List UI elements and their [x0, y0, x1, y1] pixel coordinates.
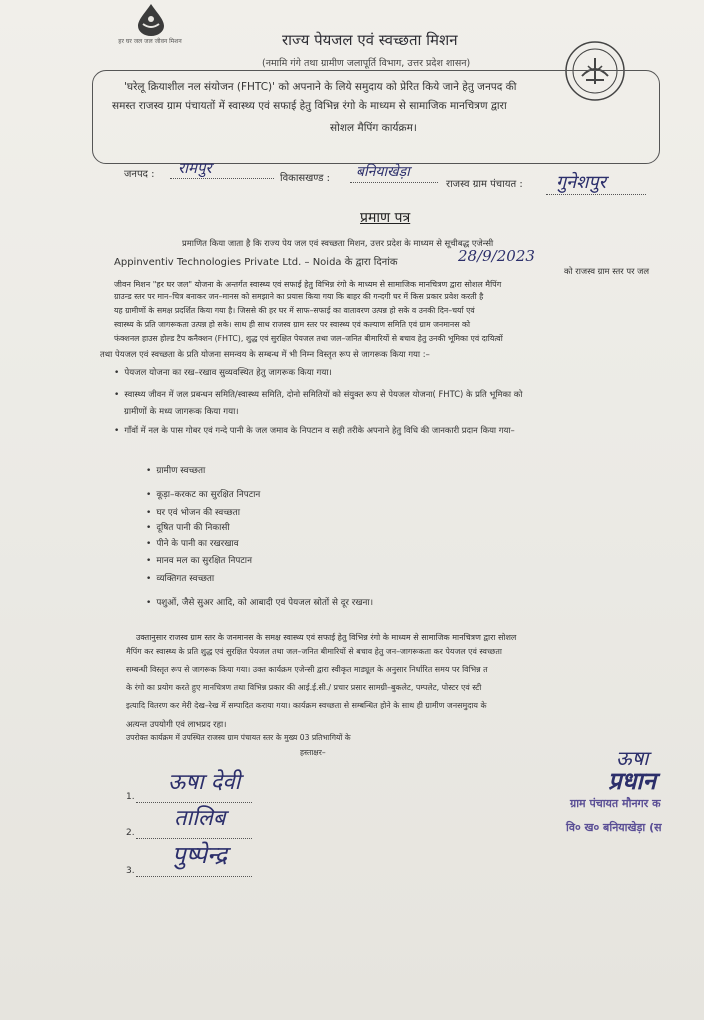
box-line-2: समस्त राजस्व ग्राम पंचायतों में स्वास्थ्य एवं सफाई हेतु विभिन्न रंगो के माध्यम से सामाजिक मानचित्रण द्वारा: [112, 100, 507, 112]
body-line-6: स्वास्थ्य के प्रति जागरूकता उत्पन्न हो सके। साथ ही साथ राजस्व ग्राम स्तर पर स्वास्थ्य एवं कल्याण समिति एवं ग्राम जनमानस को: [114, 320, 470, 329]
body-line-4: ग्राउन्ड स्तर पर मान–चित्र बनाकर जन–मानस को समझाने का प्रयास किया गया कि बाहर की गन्दगी घर में किस प्रकार प्रवेश करती है: [114, 292, 484, 301]
pradhan-signature-top: ऊषा: [616, 746, 649, 770]
signature-number: 3.: [126, 866, 135, 876]
har-ghar-jal-logo: [128, 2, 174, 38]
bullet-2-continued: ग्रामीणों के मध्य जागरूक किया गया।: [124, 407, 239, 417]
signatures-label: हस्ताक्षर–: [300, 748, 326, 757]
list-item: • मानव मल का सुरक्षित निपटान: [146, 556, 252, 566]
district-label: जनपद :: [124, 169, 155, 180]
box-line-3: सोशल मैपिंग कार्यक्रम।: [330, 122, 417, 134]
certificate-title: प्रमाण पत्र: [360, 210, 411, 226]
signature-line: [136, 876, 252, 877]
list-item: • ग्रामीण स्वच्छता: [146, 466, 206, 476]
list-item: • घर एवं भोजन की स्वच्छता: [146, 508, 240, 518]
signature-2: तालिब: [174, 806, 226, 831]
list-item: • व्यक्तिगत स्वच्छता: [146, 574, 215, 584]
list-item: • पीने के पानी का रखरखाव: [146, 539, 239, 549]
mission-subtitle: (नमामि गंगे तथा ग्रामीण जलापूर्ति विभाग, उत्तर प्रदेश शासन): [262, 58, 471, 69]
closing-line-4: के रंगो का प्रयोग करते हुए मानचित्रण तथा विभिन्न प्रकार की आई.ई.सी./ प्रचार प्रसार सामग्री–बुकलेट, पम्पलेट, पोस्टर एवं स्टी: [126, 683, 482, 692]
pradhan-signature: प्रधान: [608, 766, 656, 795]
mission-title: राज्य पेयजल एवं स्वच्छता मिशन: [282, 31, 458, 49]
signature-3: पुष्पेन्द्र: [172, 841, 228, 869]
bullet-1: • पेयजल योजना का रख–रखाव सुव्यवस्थित हेतु जागरूक किया गया।: [114, 368, 332, 378]
list-item: • दूषित पानी की निकासी: [146, 523, 230, 533]
signature-number: 2.: [126, 828, 135, 838]
bullet-3: • गाँवों में नल के पास गोबर एवं गन्दे पानी के जल जमाव के निपटान व सही तरीके अपनाने हेतु विधि की जानकारी प्रदान किया गया–: [114, 425, 515, 436]
closing-line-6: अत्यन्त उपयोगी एवं लाभप्रद रहा।: [126, 719, 227, 729]
block-line: [350, 182, 438, 183]
body-line-3: जीवन मिशन "हर घर जल" योजना के अन्तर्गत स्वास्थ्य एवं सफाई हेतु विभिन्न रंगो के माध्यम से सामाजिक मानचित्रण द्वारा सोशल मैपिंग: [114, 280, 502, 289]
stamp-line-1: ग्राम पंचायत मौनगर क: [570, 797, 661, 810]
body-line-1: प्रमाणित किया जाता है कि राज्य पेय जल एवं स्वच्छता मिशन, उत्तर प्रदेश के माध्यम से सूचीबद्ध एजेन्सी: [182, 238, 494, 248]
panchayat-value: गुनेशपुर: [556, 172, 606, 193]
handwritten-date: 28/9/2023: [458, 247, 535, 265]
body-line-5: यह ग्रामीणों के समक्ष प्रदर्शित किया गया है। जिससे की हर घर में साफ–सफाई का वातावरण उत्पन्न हो सके व उनकी दिन–चर्या एवं: [114, 306, 475, 315]
block-value: बनियाखेड़ा: [356, 164, 410, 180]
participants-note: उपरोक्त कार्यक्रम में उपस्थित राजस्व ग्राम पंचायत स्तर के मुख्य 03 प्रतिभागियों के: [126, 733, 351, 742]
body-line-2a: Appinventiv Technologies Private Ltd. – Noida के द्वारा दिनांक: [114, 257, 398, 268]
signature-number: 1.: [126, 792, 135, 802]
closing-line-5: इत्यादि वितरण कर मेरी देख–रेख में सम्पादित कराया गया। कार्यक्रम स्वच्छता से सम्बन्धित होने के साथ ही ग्रामीण जनसमुदाय के: [126, 701, 487, 710]
panchayat-line: [546, 194, 646, 195]
stamp-line-2: वि० ख० बनियाखेड़ा (स: [566, 821, 662, 834]
closing-line-3: सम्बन्धी विस्तृत रूप से जागरूक किया गया। उक्त कार्यक्रम एजेन्सी द्वारा स्वीकृत माड्यूल के अनुसार निर्धारित समय पर विभिन्न त: [126, 665, 488, 674]
district-value: रामपुर: [178, 159, 212, 177]
closing-line-2: मैपिंग कर स्वास्थ्य के प्रति शुद्ध एवं सुरक्षित पेयजल तथा जल–जनित बीमारियों से बचाव हेतु जन–जागरूकता कर पेयजल एवं स्वच्छता: [126, 647, 502, 656]
bullet-2: • स्वास्थ्य जीवन में जल प्रबन्धन समिति/स्वास्थ्य समिति, दोनो समितियों को संयुक्त रूप से पेयजल योजना( FHTC) के प्रति भूमिका को: [114, 389, 523, 400]
logo-caption: हर घर जल जल जीवन मिशन: [118, 38, 182, 45]
list-item: • कूड़ा–करकट का सुरक्षित निपटान: [146, 490, 261, 500]
body-line-7: फंक्शनल हाउस होल्ड टैप कनैक्शन (FHTC), शुद्ध एवं सुरक्षित पेयजल तथा जल–जनित बीमारियों से बचाव हेतु उनकी भूमिका एवं दायित्वों: [114, 334, 503, 343]
district-line: [170, 178, 274, 179]
closing-line-1: उक्तानुसार राजस्व ग्राम स्तर के जनमानस के समक्ष स्वास्थ्य एवं सफाई हेतु विभिन्न रंगो के माध्यम से सामाजिक मानचित्रण द्वारा सोशल: [136, 633, 517, 642]
body-line-2b: को राजस्व ग्राम स्तर पर जल: [564, 266, 650, 276]
body-line-8: तथा पेयजल एवं स्वच्छता के प्रति योजना समन्वय के सम्बन्ध में भी निम्न विस्तृत रूप से जागरूक किया गया :–: [100, 349, 430, 359]
panchayat-label: राजस्व ग्राम पंचायत :: [446, 179, 523, 190]
block-label: विकासखण्ड :: [280, 173, 331, 184]
signature-1: ऊषा देवी: [168, 770, 241, 795]
list-item: • पशुओं, जैसे सुअर आदि, को आबादी एवं पेयजल स्रोतों से दूर रखना।: [146, 598, 374, 608]
box-line-1: 'घरेलू क्रियाशील नल संयोजन (FHTC)' को अपनाने के लिये समुदाय को प्रेरित किये जाने हेतु जनपद की: [124, 81, 517, 93]
